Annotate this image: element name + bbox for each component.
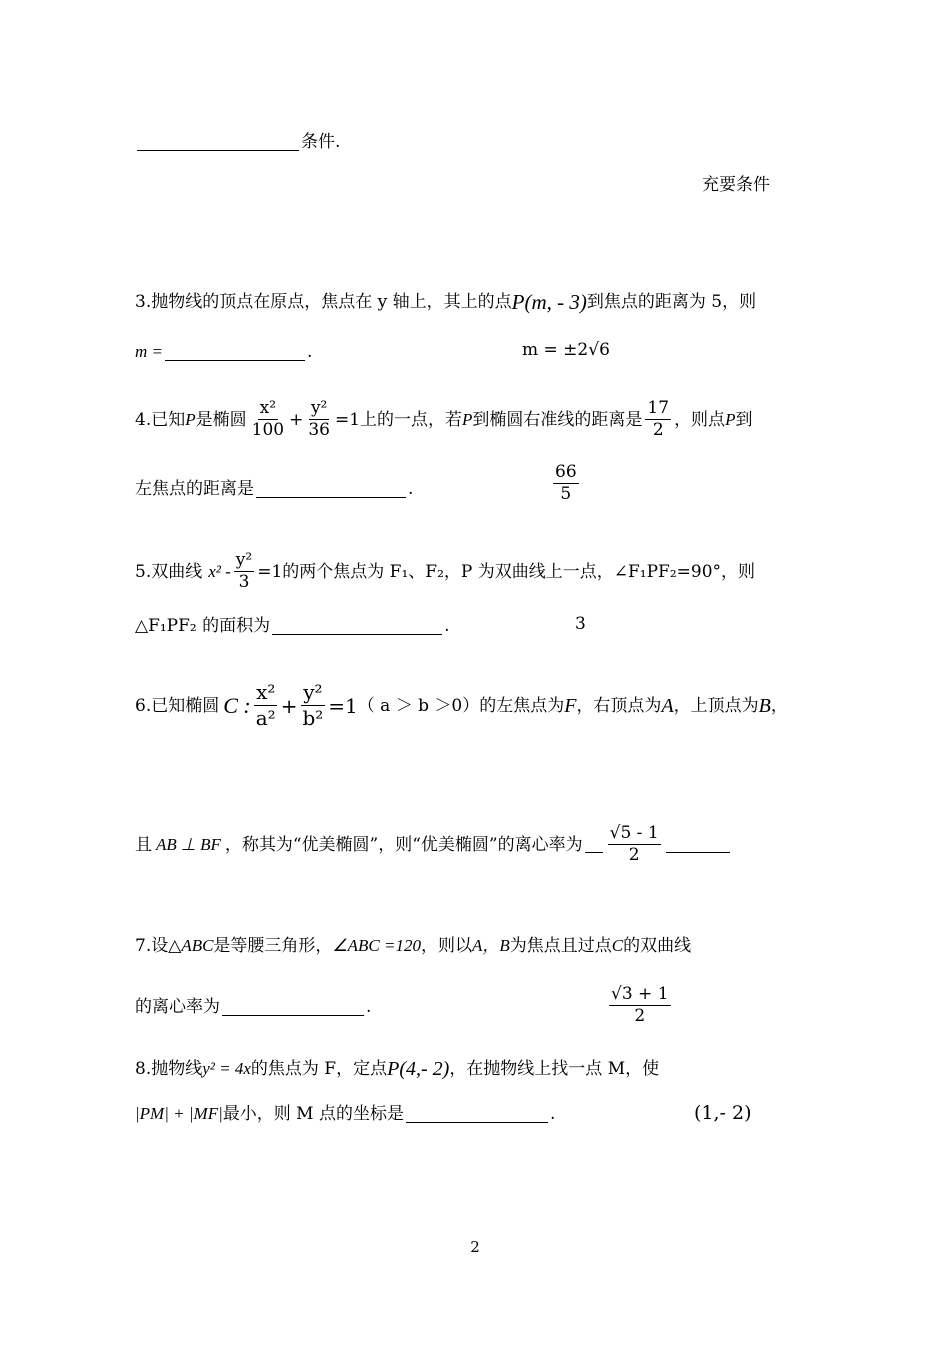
- p2-line: [135, 130, 816, 154]
- p4-answer: [550, 462, 582, 506]
- p3-line1: [135, 290, 816, 314]
- p5-t1: 双曲线: [151, 561, 203, 582]
- p4-t4: 到椭圆右准线的距离是: [472, 409, 643, 430]
- p8-expression: |PM| + |MF|: [135, 1104, 223, 1123]
- fraction-numerator: 17: [645, 398, 671, 420]
- p8-t3: ，在抛物线上找一点 M，使: [449, 1059, 660, 1079]
- period: .: [307, 342, 313, 362]
- p6-t1: 已知椭圆: [151, 695, 220, 716]
- fraction-numerator: y²: [309, 398, 329, 420]
- p4-line2: [135, 477, 816, 501]
- fraction-denominator: 36: [308, 420, 330, 441]
- p4-P: P: [185, 409, 196, 429]
- p6-A: A: [661, 694, 674, 717]
- p5-answer: 3: [575, 614, 586, 634]
- problem-number: 3.: [135, 292, 152, 312]
- p8-answer: (1,- 2): [694, 1102, 752, 1124]
- period: .: [366, 997, 372, 1017]
- p6-t4: ，: [770, 695, 788, 716]
- p5-line2: [135, 614, 816, 638]
- fraction: [645, 398, 671, 442]
- fraction-numerator: 66: [553, 462, 579, 484]
- p7-answer: [606, 984, 674, 1028]
- p6-l2a: 且: [135, 834, 152, 855]
- answer-blank: [406, 1106, 548, 1123]
- period: .: [549, 1104, 556, 1124]
- p5-t2: 的两个焦点为 F₁、F₂，P 为双曲线上一点，∠F₁PF₂=90°，则: [282, 561, 756, 582]
- p7-line1: [135, 934, 816, 958]
- answer-blank: [585, 836, 603, 853]
- p8-t1: 抛物线: [151, 1059, 203, 1079]
- p6-F: F: [564, 694, 577, 717]
- p4-P: P: [725, 409, 736, 429]
- p3-point: P(m, - 3): [511, 290, 587, 314]
- problem-number: 5.: [135, 561, 152, 582]
- p5-x2: x² -: [208, 561, 231, 581]
- problem-number: 7.: [135, 936, 152, 956]
- fraction: [609, 984, 671, 1028]
- fraction: [250, 398, 286, 442]
- fraction-denominator: 100: [251, 420, 285, 441]
- p8-equation: y² = 4x: [202, 1059, 251, 1078]
- p8-t2: 的焦点为 F，定点: [250, 1059, 388, 1079]
- p4-t5: ，则点: [674, 409, 726, 430]
- answer-blank: [666, 836, 730, 853]
- p6-l2b: ，称其为“优美椭圆”，则“优美椭圆”的离心率为: [224, 834, 583, 855]
- plus-sign: +: [289, 409, 304, 430]
- fraction: [608, 823, 661, 867]
- fraction: [300, 680, 325, 731]
- p7-line2-text: 的离心率为: [135, 997, 220, 1017]
- p7-t2: 是等腰三角形，: [213, 936, 333, 956]
- fraction: [234, 550, 254, 594]
- problem-number: 4.: [135, 409, 152, 430]
- p6-B: B: [758, 694, 771, 717]
- p8-t4: 最小，则 M 点的坐标是: [222, 1104, 404, 1124]
- fraction: [553, 462, 579, 506]
- p6-t3: ，上顶点为: [673, 695, 759, 716]
- equals: =1: [334, 409, 361, 430]
- equals: =1: [257, 561, 283, 582]
- p6-cond: （ a ＞ b ＞0）的左焦点为: [357, 695, 565, 716]
- p7-abc: ABC: [181, 936, 214, 955]
- p6-line2: [135, 823, 816, 867]
- page-number: 2: [470, 1238, 480, 1256]
- answer-blank: [137, 134, 299, 151]
- fraction-denominator: 2: [652, 420, 664, 441]
- answer-blank: [222, 999, 364, 1016]
- p8-line1: [135, 1057, 816, 1081]
- p4-line2-text: 左焦点的距离是: [135, 479, 254, 499]
- fraction-denominator: a²: [255, 706, 276, 730]
- plus-sign: +: [280, 693, 298, 718]
- problem-number: 8.: [135, 1059, 152, 1079]
- p6-line1: [135, 680, 816, 731]
- fraction-numerator: x²: [256, 680, 276, 704]
- p6-C: C :: [223, 692, 251, 718]
- answer-blank: [165, 344, 305, 361]
- p6-perp: AB ⊥ BF: [156, 834, 221, 854]
- answer-blank: [272, 618, 442, 635]
- fraction: [254, 680, 278, 731]
- p4-P: P: [462, 409, 473, 429]
- fraction-numerator: √5 - 1: [608, 823, 661, 845]
- fraction-numerator: y²: [303, 680, 323, 704]
- p7-AB: A，B: [472, 936, 510, 955]
- p4-line1: [135, 398, 816, 442]
- p7-line2: [135, 995, 816, 1019]
- p3-line2: [135, 340, 816, 364]
- p7-C: C: [611, 936, 624, 955]
- fraction-denominator: b²: [302, 706, 324, 730]
- fraction-denominator: 2: [628, 845, 640, 866]
- p4-t2: 是椭圆: [195, 409, 247, 430]
- fraction-denominator: 3: [238, 572, 250, 593]
- problem-number: 6.: [135, 695, 152, 716]
- p2-answer: 充要条件: [702, 175, 770, 195]
- p7-t1: 设△: [151, 936, 182, 956]
- p4-t3: 上的一点，若: [360, 409, 463, 430]
- p3-answer: m = ±2√6: [522, 340, 610, 360]
- fraction-numerator: y²: [234, 550, 254, 572]
- p6-t2: ，右顶点为: [576, 695, 662, 716]
- fraction-numerator: x²: [258, 398, 278, 420]
- fraction: [306, 398, 332, 442]
- period: .: [408, 479, 414, 499]
- period: .: [444, 616, 450, 636]
- equals: =1: [328, 693, 358, 718]
- p7-t3: ，则以: [421, 936, 472, 956]
- p5-line2-text: △F₁PF₂ 的面积为: [135, 616, 271, 636]
- p5-line1: [135, 550, 816, 594]
- p7-t5: 的双曲线: [623, 936, 692, 956]
- fraction-numerator: √3 + 1: [609, 984, 671, 1006]
- p4-t1: 已知: [151, 409, 186, 430]
- p3-text: 抛物线的顶点在原点，焦点在 y 轴上，其上的点: [151, 292, 512, 312]
- fraction-denominator: 5: [560, 484, 572, 505]
- fraction-denominator: 2: [634, 1006, 646, 1027]
- p7-angle: ∠ABC =120: [332, 936, 421, 955]
- answer-blank: [256, 481, 406, 498]
- p3-lead: m =: [135, 342, 163, 361]
- p3-text2: 到焦点的距离为 5，则: [586, 292, 757, 312]
- p4-t6: 到: [735, 409, 753, 430]
- p7-t4: 为焦点且过点: [509, 936, 612, 956]
- p8-point: P(4,- 2): [387, 1058, 450, 1080]
- p2-tail: 条件.: [301, 132, 341, 152]
